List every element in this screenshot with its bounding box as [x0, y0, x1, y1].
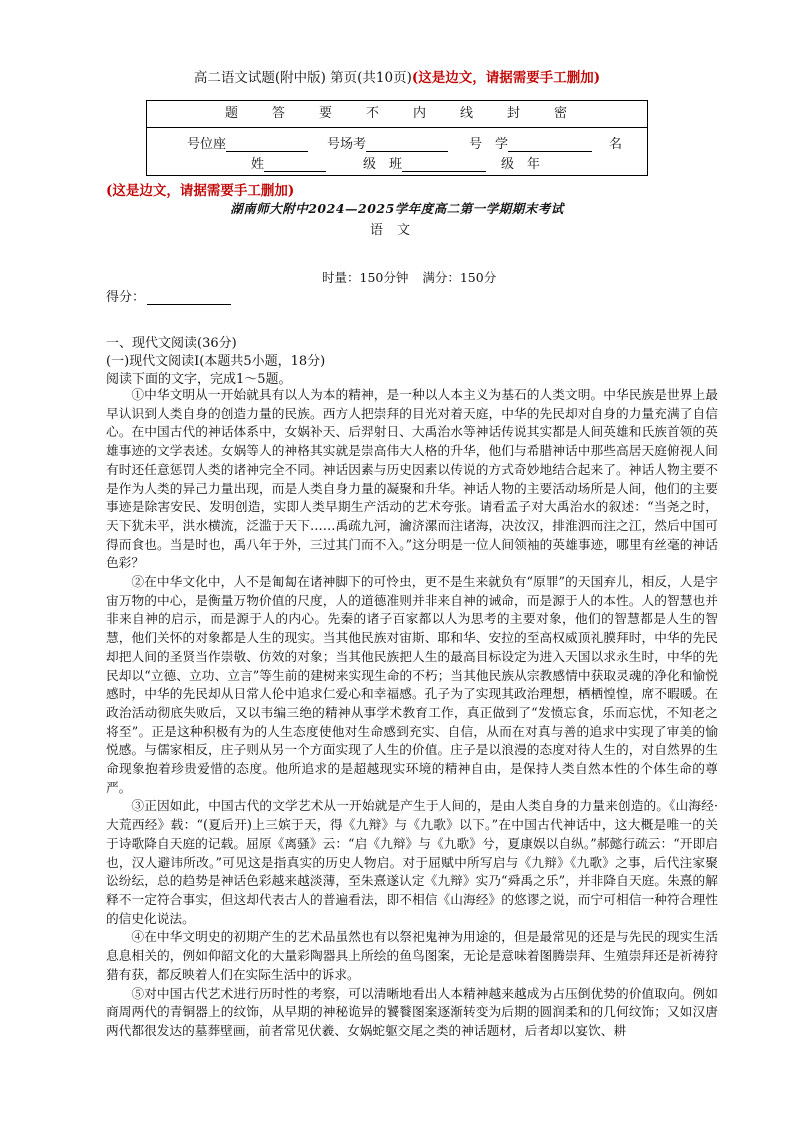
exam-room-field[interactable]: [327, 133, 448, 152]
grade-field[interactable]: [501, 153, 540, 172]
time-score-line: [322, 268, 510, 286]
paragraph-1: ①中华文明从一开始就具有以人为本的精神，是一种以人本主义为基石的人类文明。中华民族是世界上最早认识到人类自身的创造力量的民族。西方人把崇拜的目光对着天庭，中华的先民却对自身的力量充满了自信心。在中国古代的神话体系中，女娲补天、后羿射日、大禹治水等神话传说其实都是人间英雄和氏族首领的英雄事迹的文学表述。女娲等人的神格其实就是崇高伟大人格的升华，他们与希腊神话中那些高居天庭俯视人间有时还任意惩罚人类的诸神完全不同。神话因素与历史因素以传说的方式奇妙地结合起来了。神话人物主要不是作为人类的异己力量出现，而是人类自身力量的凝聚和升华。神话人物的主要活动场所是人间，他们的主要事迹是除害安民、发明创造，实即人类早期生产活动的艺术夸张。请看孟子对大禹治水的叙述：“当尧之时，天下犹未平，洪水横流，泛滥于天下……禹疏九河，瀹济漯而注诸海，决汝汉，排淮泗而注之江，然后中国可得而食也。当是时也，禹八年于外，三过其门而不入。”这分明是一位人间领袖的英雄事迹，哪里有丝毫的神话色彩？: [106, 387, 718, 571]
paragraph-5: ⑤对中国古代艺术进行历时性的考察，可以清晰地看出人本精神越来越成为占压倒优势的价值取向。例如商周两代的青铜器上的纹饰，从早期的神秘诡异的饕餮图案逐渐转变为后期的圆润柔和的几何纹饰；又如汉唐两代都很发达的墓葬壁画，前者常见伏羲、女娲蛇躯交尾之类的神话题材，后者却以宴饮、耕: [106, 985, 718, 1038]
paragraph-2: ②在中华文化中，人不是匍匐在诸神脚下的可怜虫，更不是生来就负有“原罪”的天国弃儿，相反，人是宇宙万物的中心，是衡量万物价值的尺度，人的道德准则并非来自神的诫命，而是源于人的本性。人的智慧也并非来自神的启示，而是源于人的内心。先秦的诸子百家都以人为思考的主要对象，他们的智慧都是人生的智慧，他们关怀的对象都是人生的现实。当其他民族对宙斯、耶和华、安拉的至高权威顶礼膜拜时，中华的先民却把人间的圣贤当作崇敬、仿效的对象；当其他民族把人生的最高目标设定为进入天国以求永生时，中华的先民却以“立德、立功、立言”等生前的建树来实现生命的不朽；当其他民族从宗教感情中获取灵魂的净化和愉悦感时，中华的先民却从日常人伦中追求仁爱心和幸福感。孔子为了实现其政治理想，栖栖惶惶，席不暇暖。在政治活动彻底失败后，又以韦编三绝的精神从事学术教育工作，真正做到了“发愤忘食，乐而忘忧，不知老之将至”。正是这种积极有为的人生态度使他对生命感到充实、自信，从而在对真与善的追求中实现了审美的愉悦感。与儒家相反，庄子则从另一个方面实现了人生的价值。庄子是以浪漫的态度对待人生的，对自然界的生命现象抱着珍贵爱惜的态度。他所追求的是超越现实环境的精神自由，是保持人类自然本性的个体生命的尊严。: [106, 574, 718, 795]
seal-line-fields: [147, 127, 647, 177]
grade-label: 级 年: [501, 157, 541, 172]
seal-char: 密: [554, 106, 570, 121]
student-no-field[interactable]: [469, 133, 592, 152]
score-label: 得分：: [106, 290, 146, 305]
seal-char: 题: [224, 106, 240, 121]
student-no-blank[interactable]: [508, 138, 592, 152]
seal-char: 封: [507, 106, 523, 121]
seal-char: 答: [271, 106, 287, 121]
name-label-b: 姓: [251, 157, 265, 172]
subject-title: 语文: [369, 223, 424, 238]
exam-room-label: 号场考: [327, 137, 367, 152]
subsection-heading: (一)现代文阅读Ⅰ(本题共5小题，18分): [106, 354, 326, 369]
margin-note: (这是边文，请据需要手工删加): [106, 183, 295, 199]
seat-no-field[interactable]: [187, 133, 308, 152]
full-score: 满分：150分: [422, 270, 497, 285]
seal-char: 不: [365, 106, 381, 121]
class-label: 级 班: [363, 157, 403, 172]
name-label-a: 名: [609, 137, 623, 152]
seal-char: 线: [460, 106, 476, 121]
student-no-label: 号 学: [469, 137, 509, 152]
page-header: [0, 66, 794, 86]
header-title: 高二语文试题(附中版) 第页(共10页): [193, 70, 412, 86]
section-heading: 一、现代文阅读(36分): [106, 336, 237, 351]
seat-no-label: 号位座: [187, 137, 227, 152]
paragraph-4: ④在中华文明史的初期产生的艺术品虽然也有以祭祀鬼神为用途的，但是最常见的还是与先民的现实生活息息相关的，例如仰韶文化的大量彩陶器具上所绘的鱼鸟图案，无论是意味着图腾崇拜、生殖崇拜还是祈祷狩猎有获，都反映着人们在实际生活中的诉求。: [106, 929, 718, 982]
score-field[interactable]: [106, 286, 231, 305]
score-blank[interactable]: [147, 291, 231, 305]
margin-note-header: (这是边文，请据需要手工删加): [411, 70, 601, 86]
paragraph-3: ③正因如此，中国古代的文学艺术从一开始就是产生于人间的，是由人类自身的力量来创造的。《山海经·大荒西经》载：“(夏后开)上三嫔于天，得《九辩》与《九歌》以下。”在中国古代神话中，这大概是唯一的关于诗歌降自天庭的记载。屈原《离骚》云：“启《九辩》与《九歌》兮，夏康娱以自纵。”郝懿行疏云：“开即启也，汉人避讳所改。”可见这是指真实的历史人物启。对于屈赋中所写启与《九辩》《九歌》之事，后代注家聚讼纷纭，总的趋势是神话色彩越来越淡薄，至朱熹遂认定《九辩》实乃“舜禹之乐”，并非降自天庭。朱熹的解释不一定符合事实，但这却代表古人的普遍看法，即不相信《山海经》的悠谬之说，而宁可相信一种符合理性的信史化说法。: [106, 798, 718, 926]
instruction: 阅读下面的文字，完成1～5题。: [106, 372, 292, 387]
seal-char: 要: [318, 106, 334, 121]
reading-passage: [106, 386, 718, 1041]
time-limit: 时量：150分钟: [322, 270, 409, 285]
exam-room-blank[interactable]: [366, 138, 448, 152]
class-blank[interactable]: [402, 158, 486, 172]
seat-no-blank[interactable]: [226, 138, 308, 152]
class-field[interactable]: [363, 153, 486, 172]
seal-line-box: [146, 100, 648, 176]
name-field[interactable]: [251, 153, 326, 172]
seal-line-chars: [147, 101, 647, 128]
exam-title: 湖南师大附中2024—2025学年度高二第一学期期末考试: [230, 201, 564, 216]
seal-char: 内: [413, 106, 429, 121]
name-blank[interactable]: [264, 158, 326, 172]
